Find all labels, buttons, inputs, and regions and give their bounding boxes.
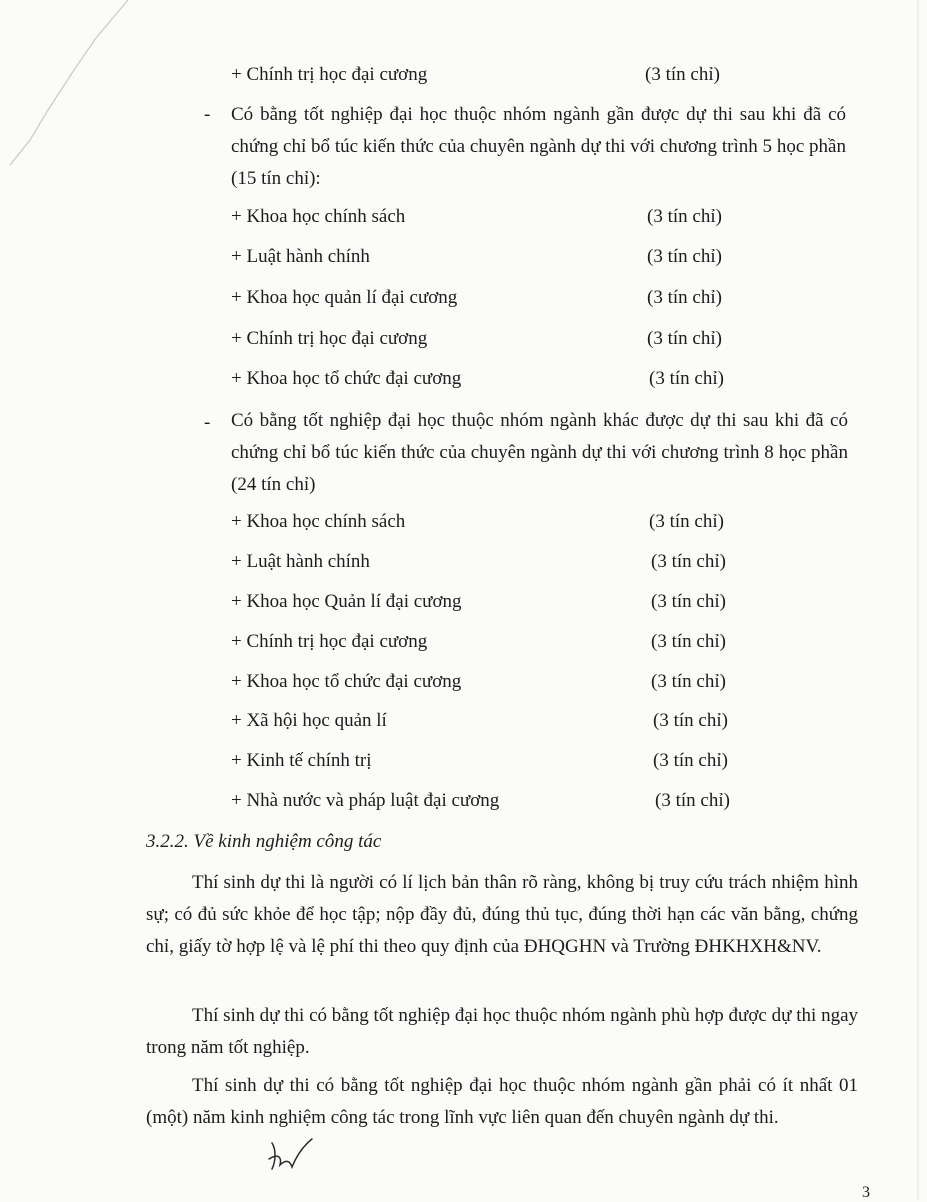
- list-item: + Xã hội học quản lí: [231, 710, 387, 731]
- credit-value: (3 tín chỉ): [647, 246, 722, 267]
- credit-value: (3 tín chỉ): [653, 750, 728, 771]
- bullet-dash: -: [204, 412, 211, 433]
- credit-value: (3 tín chỉ): [647, 287, 722, 308]
- credit-value: (3 tín chỉ): [647, 206, 722, 227]
- list-item: + Chính trị học đại cương: [231, 64, 428, 85]
- list-item: + Khoa học tổ chức đại cương: [231, 368, 462, 389]
- credit-value: (3 tín chỉ): [649, 368, 724, 389]
- list-item: + Kinh tế chính trị: [231, 750, 372, 771]
- body-paragraph: Thí sinh dự thi có bằng tốt nghiệp đại học thuộc nhóm ngành phù hợp được dự thi ngay trong năm tốt nghiệp.: [146, 1005, 858, 1058]
- list-item: + Khoa học chính sách: [231, 511, 406, 532]
- credit-value: (3 tín chỉ): [653, 710, 728, 731]
- bullet-text: Có bằng tốt nghiệp đại học thuộc nhóm ngành khác được dự thi sau khi đã có chứng chỉ bổ túc kiến thức của chuyên ngành dự thi với chương trình 8 học phần (24 tín chỉ): [231, 410, 848, 495]
- bullet-dash: -: [204, 104, 211, 125]
- list-item: + Chính trị học đại cương: [231, 631, 428, 652]
- credit-value: (3 tín chỉ): [645, 64, 720, 85]
- list-item: + Chính trị học đại cương: [231, 328, 428, 349]
- list-item: + Khoa học chính sách: [231, 206, 406, 227]
- list-item: + Nhà nước và pháp luật đại cương: [231, 790, 500, 811]
- list-item: + Khoa học quản lí đại cương: [231, 287, 458, 308]
- credit-value: (3 tín chỉ): [655, 790, 730, 811]
- list-item: + Khoa học Quản lí đại cương: [231, 591, 462, 612]
- body-paragraph: Thí sinh dự thi là người có lí lịch bản thân rõ ràng, không bị truy cứu trách nhiệm hình sự; có đủ sức khỏe để học tập; nộp đầy đủ, đúng thủ tục, đúng thời hạn các văn bằng, chứng chỉ, giấy tờ hợp lệ và lệ phí thi theo quy định của ĐHQGHN và Trường ĐHKHXH&NV.: [146, 872, 858, 957]
- list-item: + Luật hành chính: [231, 551, 370, 572]
- credit-value: (3 tín chỉ): [651, 671, 726, 692]
- list-item: + Khoa học tổ chức đại cương: [231, 671, 462, 692]
- initials-signature: [266, 1135, 326, 1175]
- credit-value: (3 tín chỉ): [649, 511, 724, 532]
- bullet-text: Có bằng tốt nghiệp đại học thuộc nhóm ngành gần được dự thi sau khi đã có chứng chỉ bổ túc kiến thức của chuyên ngành dự thi với chương trình 5 học phần (15 tín chỉ):: [231, 104, 846, 189]
- credit-value: (3 tín chỉ): [651, 631, 726, 652]
- page-number: 3: [862, 1184, 870, 1201]
- body-paragraph: Thí sinh dự thi có bằng tốt nghiệp đại học thuộc nhóm ngành gần phải có ít nhất 01 (một) năm kinh nghiệm công tác trong lĩnh vực liên quan đến chuyên ngành dự thi.: [146, 1075, 858, 1128]
- credit-value: (3 tín chỉ): [651, 591, 726, 612]
- section-heading: 3.2.2. Về kinh nghiệm công tác: [146, 831, 382, 852]
- list-item: + Luật hành chính: [231, 246, 370, 267]
- credit-value: (3 tín chỉ): [647, 328, 722, 349]
- credit-value: (3 tín chỉ): [651, 551, 726, 572]
